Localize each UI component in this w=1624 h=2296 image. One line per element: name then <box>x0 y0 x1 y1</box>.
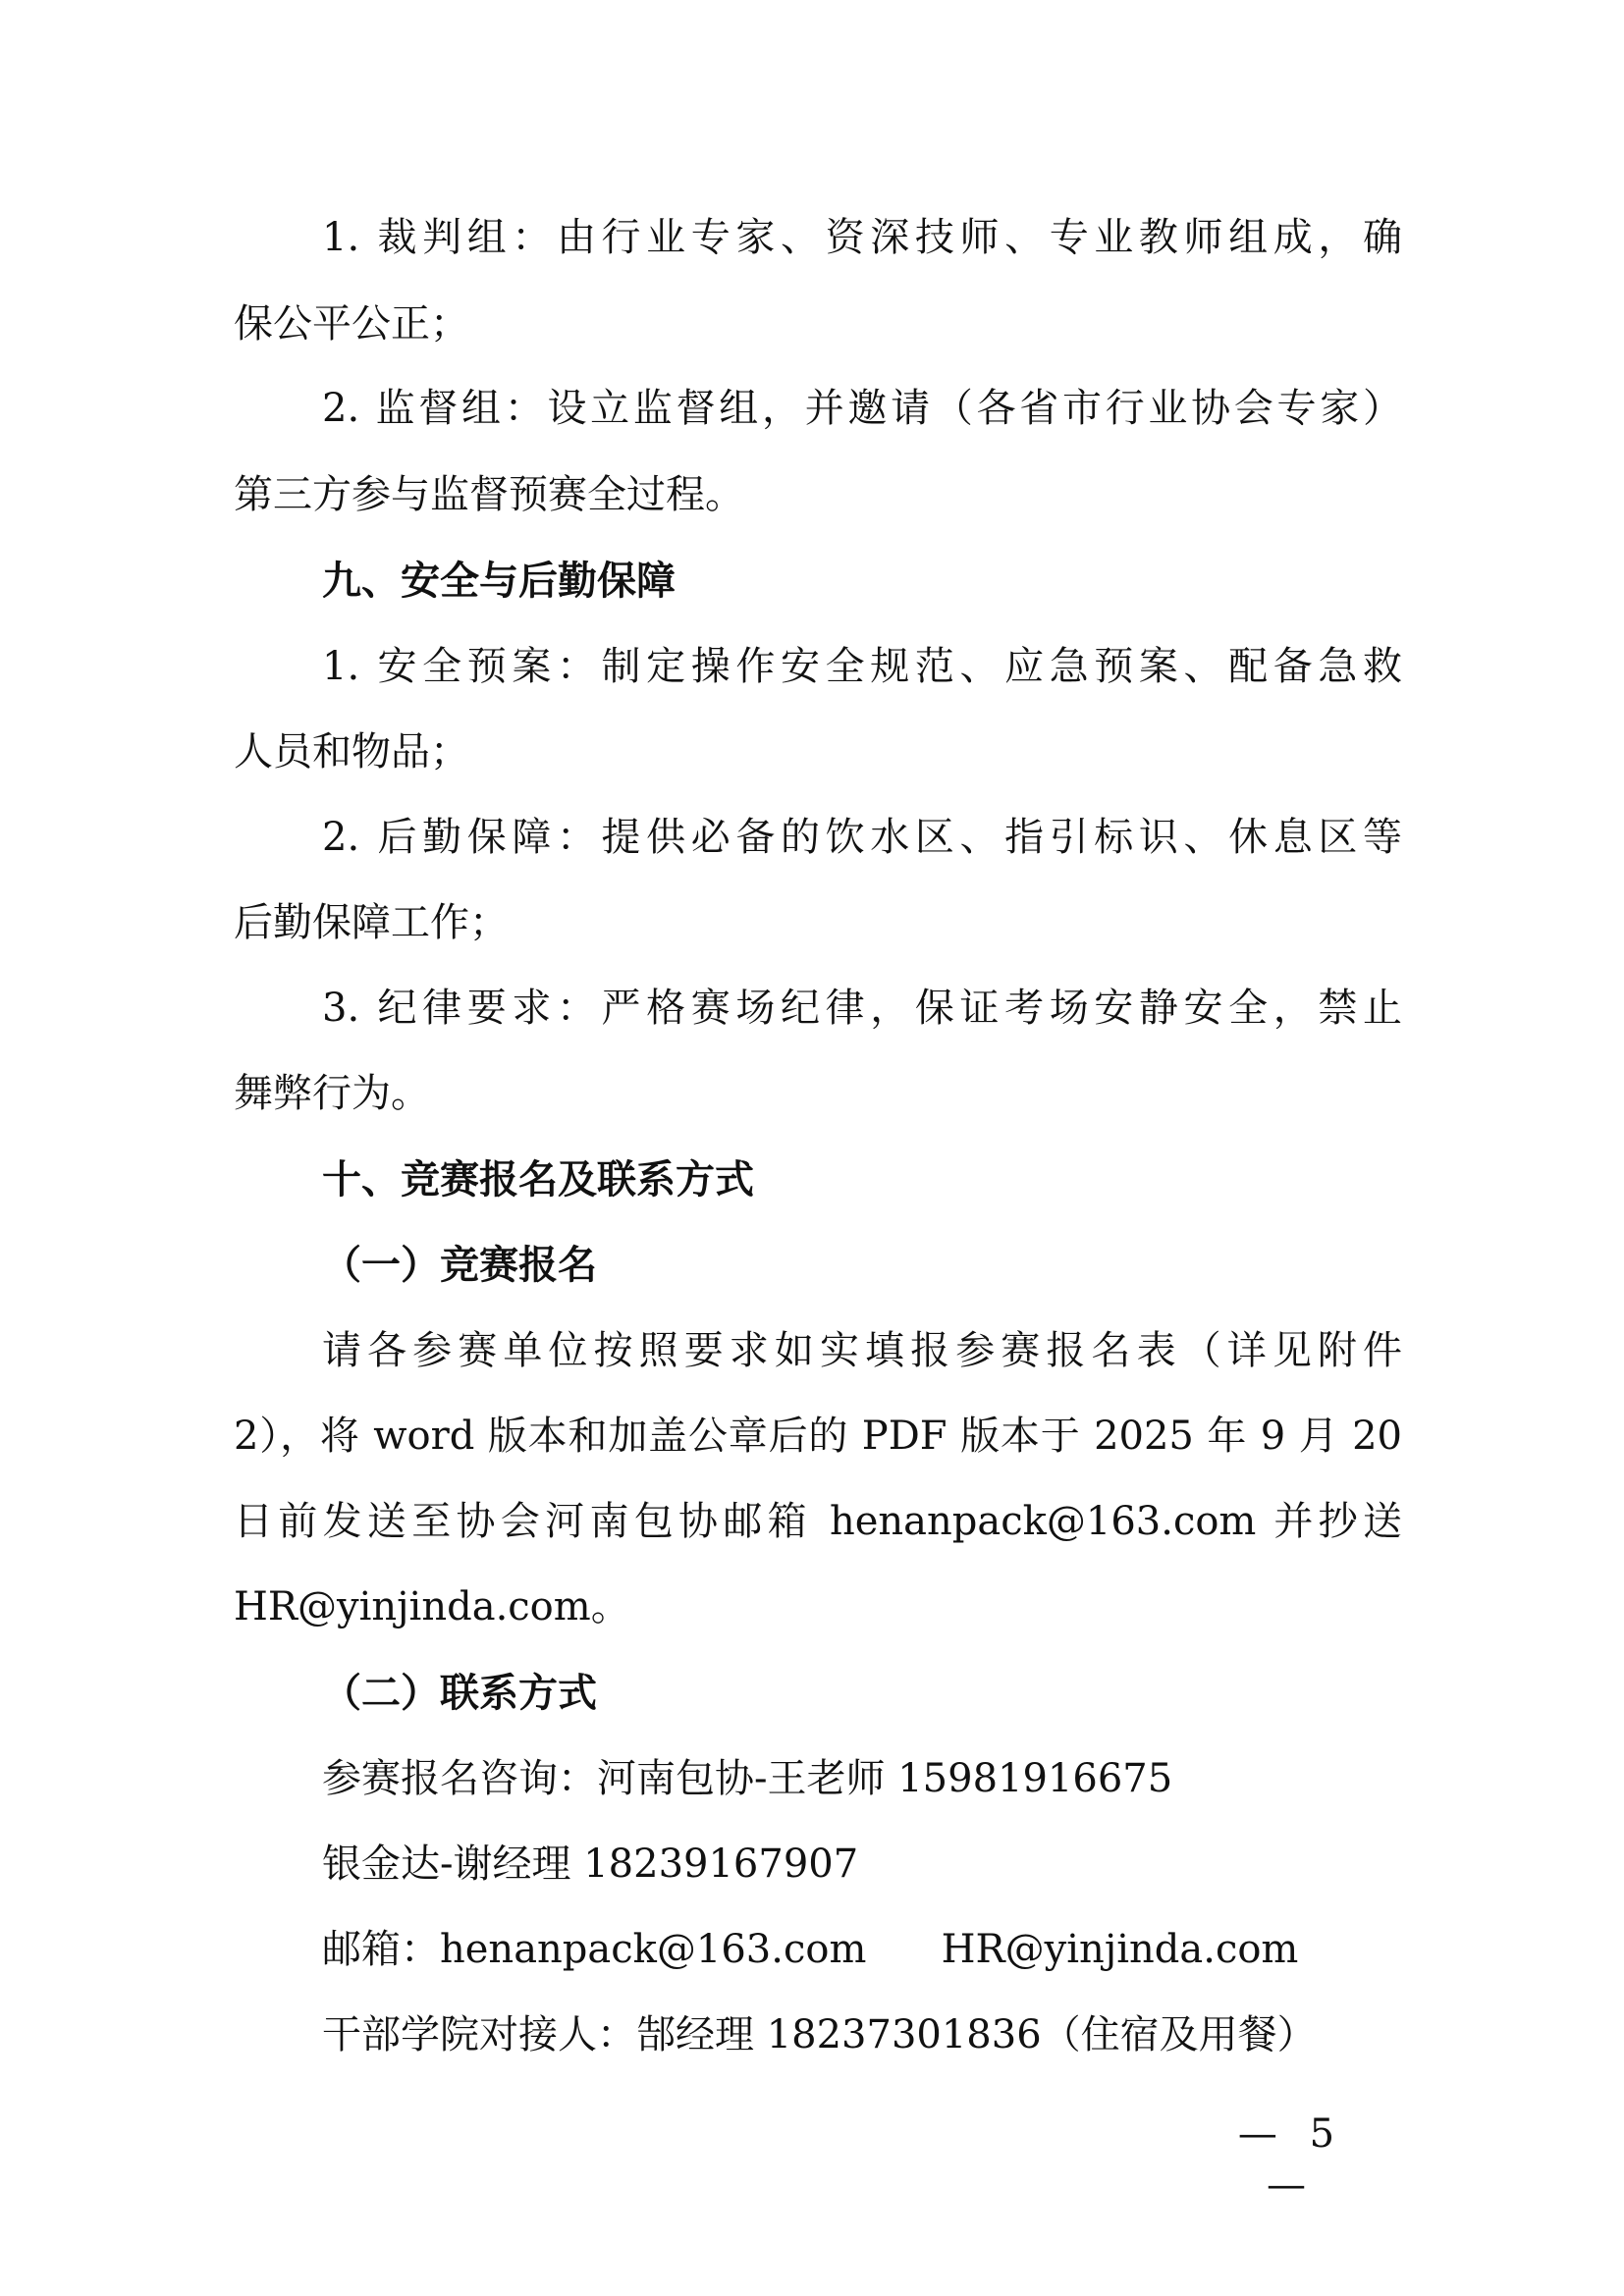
subsection-heading: （一）竞赛报名 <box>322 1243 597 1288</box>
section-heading: 十、竞赛报名及联系方式 <box>322 1157 754 1202</box>
text-line: 2），将 word 版本和加盖公章后的 PDF 版本于 2025 年 9 月 20 <box>234 1414 1402 1459</box>
text-line: 后勤保障工作； <box>234 900 509 945</box>
contact-line: 银金达-谢经理 18239167907 <box>322 1842 859 1887</box>
text-line: 舞弊行为。 <box>234 1071 430 1116</box>
contact-line: 参赛报名咨询：河南包协-王老师 15981916675 <box>322 1756 1173 1801</box>
text-line: 2. 监督组：设立监督组，并邀请（各省市行业协会专家） <box>322 386 1402 431</box>
text-line: 1. 裁判组：由行业专家、资深技师、专业教师组成，确 <box>322 215 1402 260</box>
contact-line: 邮箱：henanpack@163.com HR@yinjinda.com <box>322 1927 1299 1972</box>
text-line: 3. 纪律要求：严格赛场纪律，保证考场安静安全，禁止 <box>322 986 1402 1031</box>
contact-line: 干部学院对接人：郜经理 18237301836（住宿及用餐） <box>322 2012 1317 2057</box>
section-heading: 九、安全与后勤保障 <box>322 559 676 604</box>
text-line: 请各参赛单位按照要求如实填报参赛报名表（详见附件 <box>322 1328 1402 1373</box>
text-line: 1. 安全预案：制定操作安全规范、应急预案、配备急救 <box>322 644 1402 689</box>
text-line: HR@yinjinda.com。 <box>234 1584 630 1629</box>
text-line: 日前发送至协会河南包协邮箱 henanpack@163.com 并抄送 <box>234 1499 1402 1544</box>
text-line: 人员和物品； <box>234 729 469 774</box>
page-number: — 5 — <box>1237 2111 1345 2208</box>
text-line: 第三方参与监督预赛全过程。 <box>234 472 744 517</box>
text-line: 保公平公正； <box>234 301 469 347</box>
text-line: 2. 后勤保障：提供必备的饮水区、指引标识、休息区等 <box>322 815 1402 860</box>
subsection-heading: （二）联系方式 <box>322 1671 597 1716</box>
